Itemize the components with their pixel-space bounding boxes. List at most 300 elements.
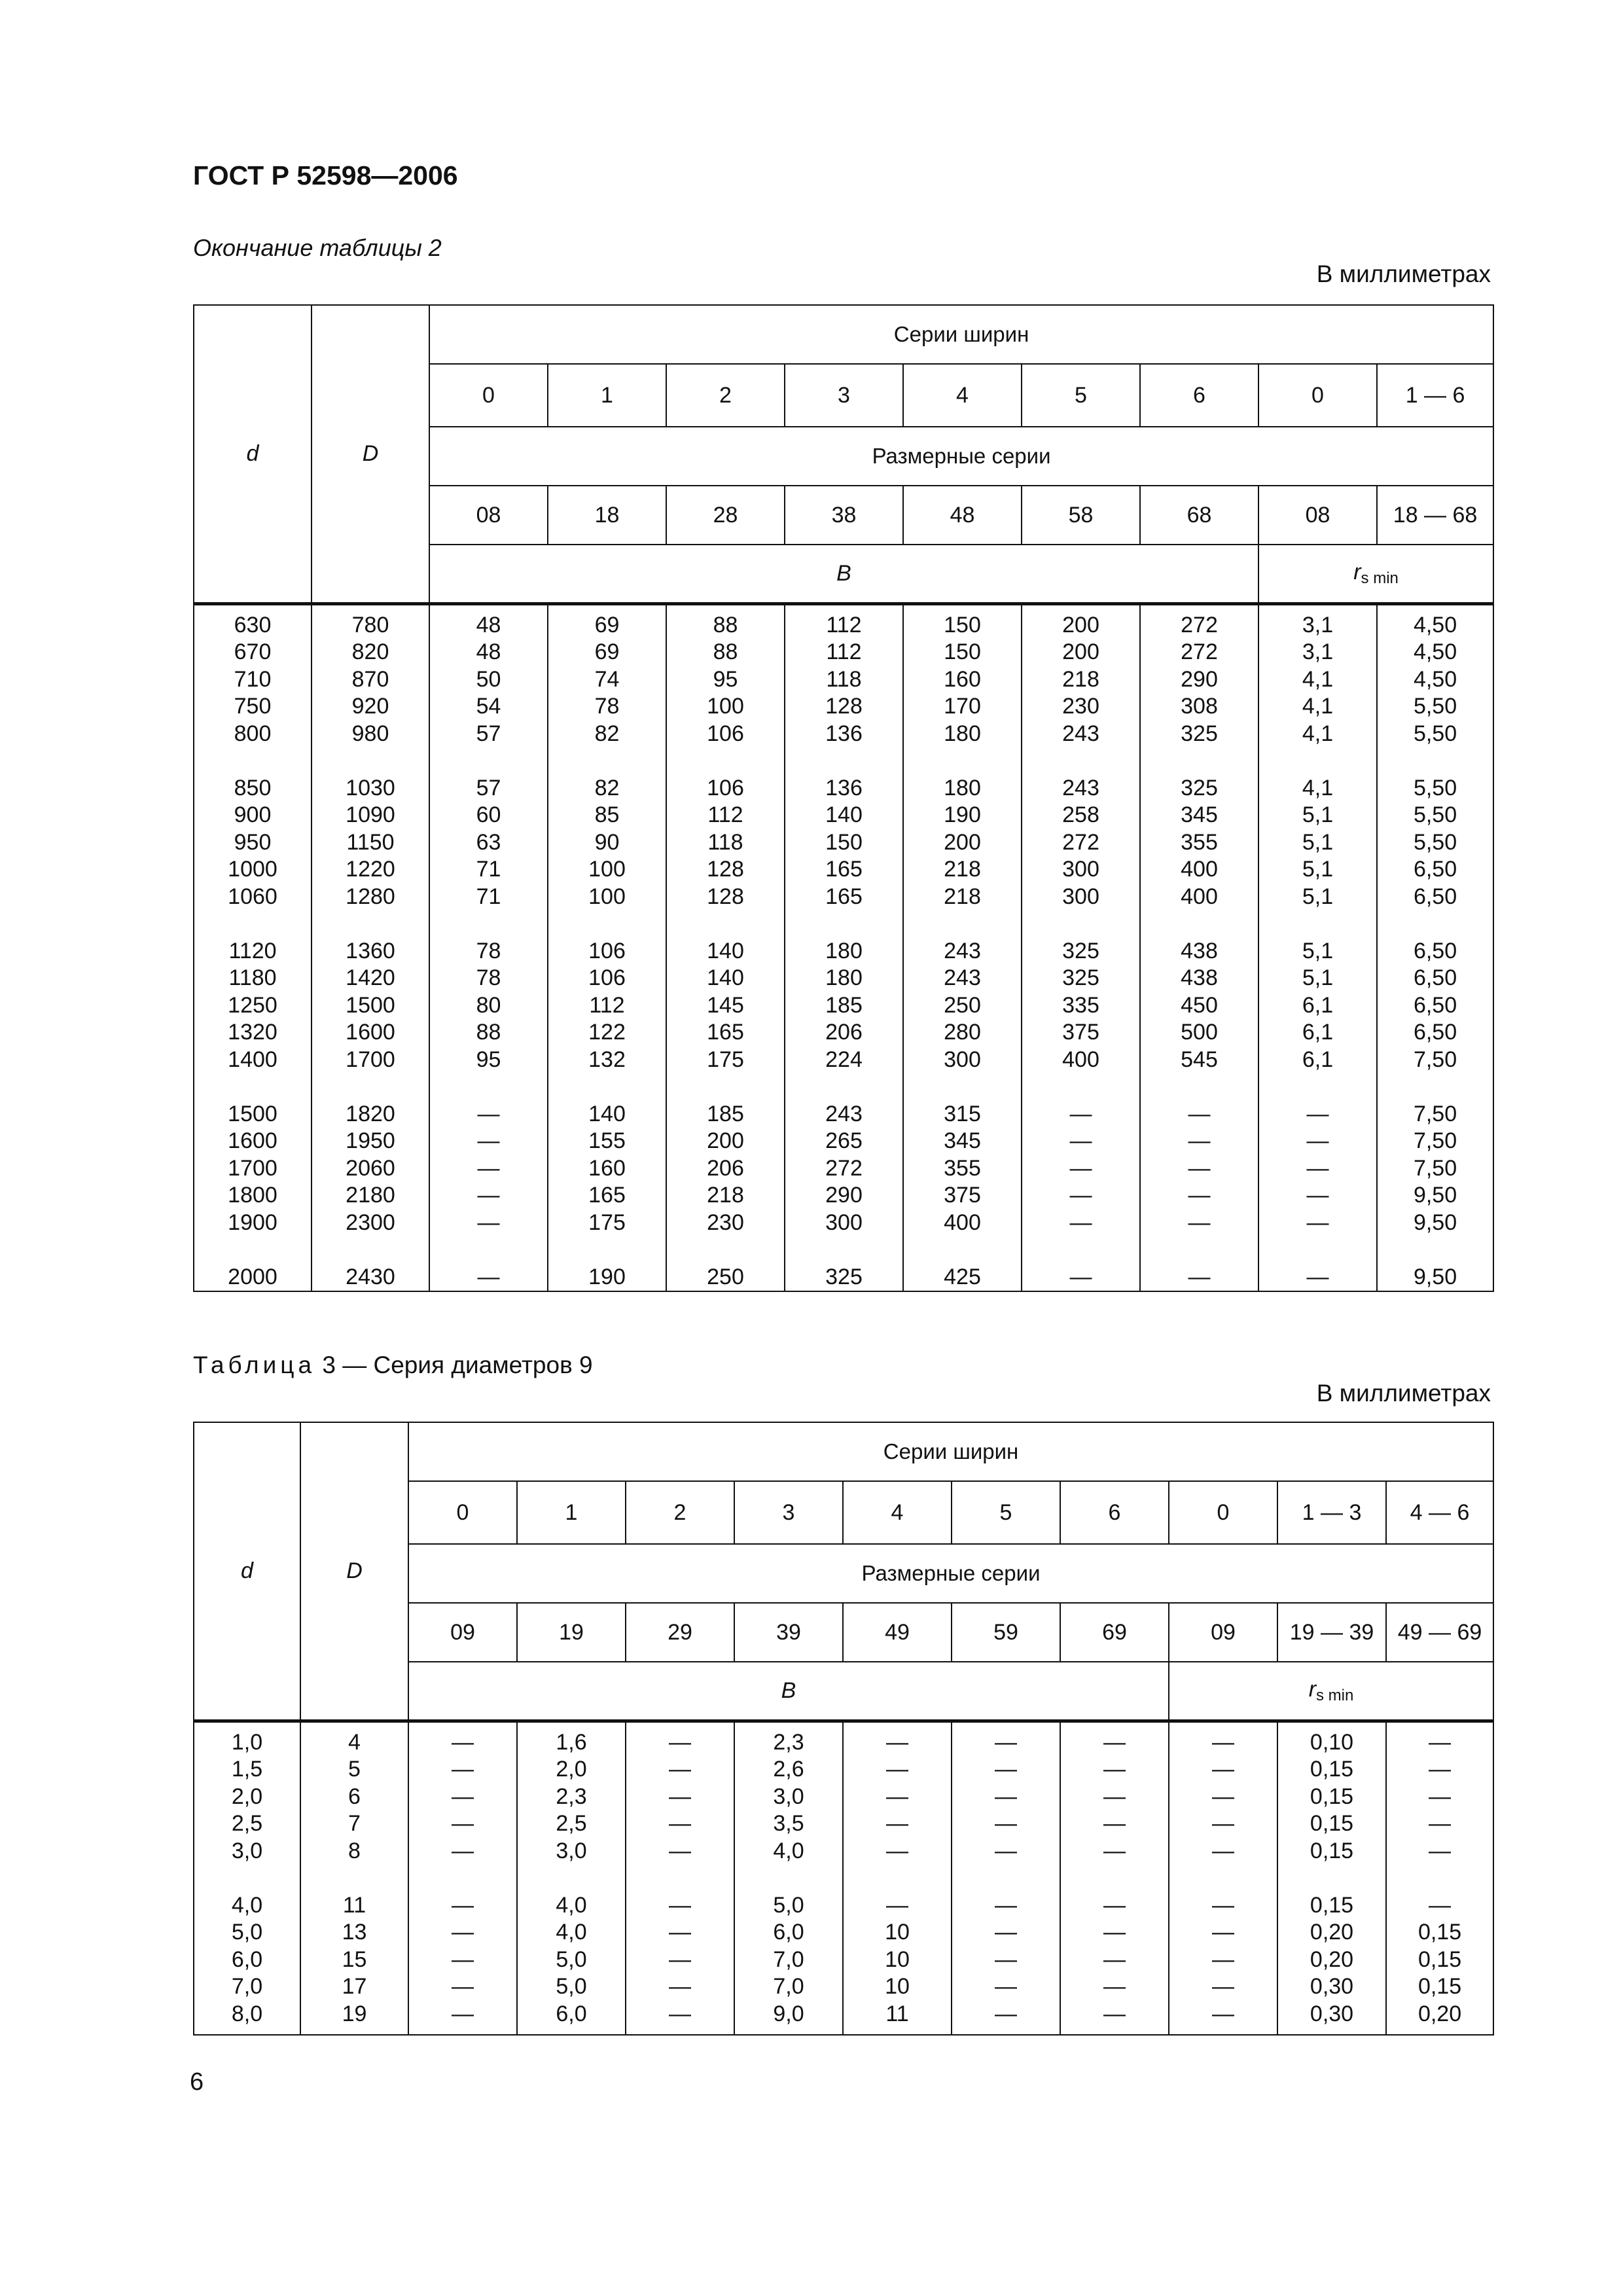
table-cell: 1280 [346,884,395,909]
table-cell: 7,50 [1413,1128,1457,1153]
group-gap [409,1865,516,1892]
group-gap [1378,910,1493,938]
table-cell: 1,0 [231,1729,263,1755]
table2-col-1-values [312,612,429,1291]
group-gap [626,1865,734,1892]
table-cell: 128 [825,694,863,719]
table2-col-4 [666,603,785,1291]
table-cell: 155 [588,1128,626,1153]
table-cell: 750 [234,694,272,719]
table3-dim-series-4: 49 [843,1603,952,1662]
table-cell: 6,0 [556,2001,587,2026]
table-cell: 185 [707,1101,744,1126]
table-cell: 200 [1062,639,1099,664]
group-gap [667,747,784,775]
table3-dim-series-9: 49 — 69 [1386,1603,1493,1662]
table2-col-10-values [1378,612,1493,1291]
table2-width-series-4: 4 [903,364,1022,427]
table-cell: 400 [1181,884,1218,909]
group-gap [430,1073,547,1101]
group-gap [194,910,311,938]
table-cell: 258 [1062,802,1099,827]
table2-dim-series-1: 18 [548,486,666,545]
table-cell: 100 [588,884,626,909]
table-cell: 5,0 [231,1920,263,1945]
table-cell: 6,1 [1302,1047,1334,1072]
table2-col-8-values [1141,612,1258,1291]
table-cell: — [995,1838,1017,1863]
table2-header-r [1258,545,1493,603]
table-cell: 11 [342,1892,366,1918]
table-cell: — [1069,1210,1092,1235]
table2-width-series-0: 0 [429,364,548,427]
table-cell: 132 [588,1047,626,1072]
table2-col-2 [429,603,548,1291]
table-cell: 290 [825,1183,863,1208]
group-gap [1022,747,1139,775]
table-cell: 3,0 [773,1784,804,1809]
table-cell: 85 [594,802,620,827]
table-cell: 170 [944,694,981,719]
table2-body-row [194,603,1493,1291]
table-cell: 200 [1062,612,1099,637]
table-cell: — [1103,2001,1126,2026]
table-cell: 10 [885,1974,910,1999]
table-cell: 6 [348,1784,361,1809]
table-cell: 185 [825,992,863,1018]
table-cell: 3,1 [1302,639,1334,664]
table3-col-10-values [1278,1729,1385,2028]
table3-col-7 [952,1721,1060,2035]
group-gap [785,910,902,938]
table-cell: 7,50 [1413,1101,1457,1126]
table-cell: 6,50 [1413,992,1457,1018]
table-cell: 82 [594,775,620,800]
table-cell: 7,0 [231,1974,263,1999]
table-cell: 900 [234,802,272,827]
table-cell: 3,5 [773,1811,804,1836]
table-cell: 2,3 [773,1729,804,1755]
table-cell: 438 [1181,938,1218,963]
group-gap [1259,1073,1376,1101]
table-cell: 0,20 [1310,1946,1354,1972]
table-cell: 335 [1062,992,1099,1018]
table-cell: 160 [588,1155,626,1181]
table3-header-dim-series: Размерные серии [408,1544,1493,1603]
table2-col-1 [312,603,429,1291]
table-cell: 15 [342,1946,367,1972]
table3-header-r [1169,1662,1493,1721]
table-cell: 180 [944,721,981,746]
table3-col-7-values [952,1729,1060,2028]
table-cell: 5,1 [1302,802,1334,827]
table2-col-5 [785,603,903,1291]
table-cell: 820 [351,639,389,664]
table-cell: 8 [348,1838,361,1863]
group-gap [194,1236,311,1264]
table2-col-7-values [1022,612,1139,1291]
group-gap [1141,1236,1258,1264]
table-cell: 1150 [346,829,395,855]
group-gap [952,1865,1060,1892]
table-cell: 2430 [346,1264,395,1289]
table-cell: 325 [1062,938,1099,963]
table3-dim-series-3: 39 [734,1603,843,1662]
table-cell: 112 [826,612,862,637]
table-cell: 112 [826,639,862,664]
table3-dim-series-6: 69 [1060,1603,1169,1662]
table-cell: — [1188,1264,1211,1289]
table-cell: 88 [713,612,738,637]
table-cell: 1700 [346,1047,395,1072]
table-cell: 0,20 [1418,2001,1462,2026]
table-cell: — [1306,1128,1329,1153]
table-cell: 54 [476,694,501,719]
table-cell: — [1212,1729,1234,1755]
table-cell: 6,50 [1413,857,1457,882]
table-cell: 4,1 [1302,721,1334,746]
table-cell: 180 [944,775,981,800]
table-cell: — [669,1784,691,1809]
table-cell: 13 [342,1920,367,1945]
table-cell: — [1103,1892,1126,1918]
group-gap [904,1236,1021,1264]
table2-col-9-values [1259,612,1376,1291]
table-cell: 1090 [346,802,395,827]
table-cell: 300 [825,1210,863,1235]
table-cell: 5,0 [773,1892,804,1918]
group-gap [904,1073,1021,1101]
table-cell: — [477,1264,500,1289]
table-cell: — [452,1920,474,1945]
table-cell: — [1212,1920,1234,1945]
table-cell: — [995,1784,1017,1809]
table-cell: — [452,1892,474,1918]
table-cell: 375 [1062,1020,1099,1045]
group-gap [785,747,902,775]
table2-col-8 [1140,603,1258,1291]
table-cell: 122 [588,1020,626,1045]
table2-dim-series-8: 18 — 68 [1377,486,1493,545]
table-cell: 10 [885,1920,910,1945]
table2-width-series-3: 3 [785,364,903,427]
table-cell: 19 [342,2001,367,2026]
table3-col-8-values [1061,1729,1168,2028]
table2-dim-series-6: 68 [1140,486,1258,545]
table3-header-D: D [300,1422,408,1721]
table-cell: — [1103,1974,1126,1999]
table-cell: 48 [476,639,501,664]
table-cell: — [995,1920,1017,1945]
table2-col-5-values [785,612,902,1291]
group-gap [904,747,1021,775]
table-cell: 6,0 [773,1920,804,1945]
table-cell: 630 [234,612,272,637]
table-cell: — [1212,1757,1234,1782]
table-cell: 140 [707,938,744,963]
table-cell: 0,15 [1310,1757,1354,1782]
table-cell: — [669,1838,691,1863]
group-gap [1378,747,1493,775]
table-cell: — [995,1729,1017,1755]
table-cell: 250 [944,992,981,1018]
table2-dim-series-5: 58 [1022,486,1140,545]
table-cell: 3,0 [231,1838,263,1863]
table-cell: 106 [588,938,626,963]
table-cell: — [1306,1210,1329,1235]
table-cell: 1800 [228,1183,277,1208]
table2-header-r-sub: s min [1361,569,1399,587]
table3-col-11 [1386,1721,1493,2035]
table-cell: 106 [707,721,744,746]
table3-col-4-values [626,1729,734,2028]
table-cell: 450 [1181,992,1218,1018]
table-cell: 95 [476,1047,501,1072]
table2-dim-series-7: 08 [1258,486,1377,545]
table-cell: 800 [234,721,272,746]
table-cell: 5,1 [1302,884,1334,909]
table-cell: — [886,1757,908,1782]
group-gap [1378,1073,1493,1101]
table2-width-series-8: 1 — 6 [1377,364,1493,427]
table-cell: 2,5 [231,1811,263,1836]
table-cell: 1000 [228,857,277,882]
table-cell: 980 [351,721,389,746]
table3-dim-series-5: 59 [952,1603,1060,1662]
table-cell: — [995,1811,1017,1836]
table-cell: — [1212,1838,1234,1863]
table3-col-9-values [1169,1729,1277,2028]
table-cell: — [452,1946,474,1972]
table-cell: — [1306,1183,1329,1208]
table-cell: 230 [1062,694,1099,719]
table-cell: 355 [944,1155,981,1181]
table3-col-3-values [518,1729,625,2028]
table3-width-series-6: 6 [1060,1481,1169,1544]
table-cell: 1060 [228,884,277,909]
table-cell: — [1103,1784,1126,1809]
table-cell: — [886,1784,908,1809]
group-gap [1378,1236,1493,1264]
group-gap [312,1236,429,1264]
group-gap [1022,910,1139,938]
table3-col-1 [300,1721,408,2035]
table-cell: 82 [594,721,620,746]
table3-width-series-8: 1 — 3 [1277,1481,1386,1544]
table-cell: 150 [944,612,981,637]
table-cell: 5,50 [1413,775,1457,800]
table-cell: — [452,1838,474,1863]
table2-caption: Окончание таблицы 2 [193,234,442,261]
table-cell: 272 [1181,612,1218,637]
table-cell: 0,30 [1310,1974,1354,1999]
table-cell: 180 [825,938,863,963]
group-gap [194,747,311,775]
table3-col-6-values [844,1729,951,2028]
table-cell: 4 [348,1729,361,1755]
table-cell: — [1188,1210,1211,1235]
table-cell: 1420 [346,965,395,990]
table-cell: — [1429,1784,1452,1809]
table3-width-series-4: 4 [843,1481,952,1544]
table2-col-3-values [548,612,666,1291]
table-cell: 150 [825,829,863,855]
table3-col-1-values [301,1729,408,2028]
table-cell: 88 [476,1020,501,1045]
table-cell: 0,15 [1310,1838,1354,1863]
table-cell: 500 [1181,1020,1218,1045]
table-cell: 190 [944,802,981,827]
table-cell: 4,1 [1302,694,1334,719]
table3-col-4 [626,1721,734,2035]
table-cell: 1950 [346,1128,395,1153]
table3-col-0 [194,1721,300,2035]
table-cell: 6,0 [231,1946,263,1972]
table-cell: — [1103,1920,1126,1945]
table-cell: 63 [476,829,501,855]
table-cell: 438 [1181,965,1218,990]
table-cell: 290 [1181,666,1218,692]
table2-dim-series-0: 08 [429,486,548,545]
table-cell: 1220 [346,857,395,882]
table-cell: — [669,1811,691,1836]
table3-header-d: d [194,1422,300,1721]
table-cell: 5,50 [1413,694,1457,719]
table-cell: 1030 [346,775,395,800]
table2-width-series-5: 5 [1022,364,1140,427]
table-cell: 2,5 [556,1811,587,1836]
group-gap [667,1073,784,1101]
table-cell: 5,50 [1413,802,1457,827]
document-title: ГОСТ Р 52598—2006 [193,160,458,190]
table-cell: 150 [944,639,981,664]
group-gap [844,1865,951,1892]
table2-col-9 [1258,603,1377,1291]
group-gap [194,1073,311,1101]
group-gap [1169,1865,1277,1892]
table-cell: — [1429,1729,1452,1755]
table-cell: 5,1 [1302,829,1334,855]
table-cell: 90 [594,829,620,855]
group-gap [301,1865,408,1892]
table-cell: 4,50 [1413,612,1457,637]
table-cell: 5,1 [1302,965,1334,990]
table-cell: 1360 [346,938,395,963]
table-cell: 545 [1181,1047,1218,1072]
table-cell: — [1103,1757,1126,1782]
table2-units: В миллиметрах [1316,260,1491,287]
table-cell: 243 [1062,775,1099,800]
table-cell: 200 [707,1128,744,1153]
table-cell: 870 [351,666,389,692]
table-cell: — [1188,1101,1211,1126]
table-cell: — [1069,1101,1092,1126]
table-cell: 0,30 [1310,2001,1354,2026]
table3-dim-series-2: 29 [626,1603,734,1662]
table-cell: 140 [588,1101,626,1126]
table-cell: 1600 [228,1128,277,1153]
table-cell: 5 [348,1757,361,1782]
table-cell: — [1212,1811,1234,1836]
table-cell: 128 [707,884,744,909]
table-cell: 48 [476,612,501,637]
table-cell: 95 [713,666,738,692]
table-cell: — [669,1757,691,1782]
group-gap [1141,747,1258,775]
table3-caption-label: Таблица [193,1352,316,1378]
table-cell: 4,50 [1413,666,1457,692]
table-cell: 165 [707,1020,744,1045]
table-cell: 136 [825,775,863,800]
table-cell: 5,0 [556,1974,587,1999]
table-cell: — [452,1757,474,1782]
group-gap [667,910,784,938]
table3-col-3 [517,1721,626,2035]
table-cell: 180 [825,965,863,990]
table-cell: — [452,1974,474,1999]
table-cell: 5,50 [1413,721,1457,746]
table3-col-9 [1169,1721,1277,2035]
table3-width-series-5: 5 [952,1481,1060,1544]
table3-units: В миллиметрах [1316,1380,1491,1407]
table-cell: 165 [825,857,863,882]
table-cell: 4,50 [1413,639,1457,664]
table-cell: 1120 [228,938,277,963]
table3-caption-text: 3 — Серия диаметров 9 [322,1352,593,1378]
table-cell: 80 [476,992,501,1018]
table-cell: 6,1 [1302,992,1334,1018]
group-gap [1141,1073,1258,1101]
table-cell: — [1212,1946,1234,1972]
table-cell: — [995,1892,1017,1918]
table-cell: 106 [707,775,744,800]
table-cell: — [452,1811,474,1836]
group-gap [430,747,547,775]
table-cell: — [1103,1946,1126,1972]
table-cell: 325 [1181,775,1218,800]
table-cell: 140 [707,965,744,990]
table-cell: 280 [944,1020,981,1045]
table-cell: — [1429,1892,1452,1918]
table-cell: 308 [1181,694,1218,719]
table-cell: 1,5 [231,1757,263,1782]
table-cell: — [886,1729,908,1755]
table-cell: 175 [588,1210,626,1235]
table-cell: 250 [707,1264,744,1289]
table-cell: 6,50 [1413,884,1457,909]
table-cell: 325 [1181,721,1218,746]
table-cell: 4,1 [1302,666,1334,692]
table-cell: 2,0 [556,1757,587,1782]
table-cell: 0,15 [1310,1784,1354,1809]
table-cell: 78 [594,694,620,719]
table-cell: 6,50 [1413,938,1457,963]
table-cell: 400 [1062,1047,1099,1072]
group-gap [735,1865,842,1892]
table-cell: — [452,1784,474,1809]
table-cell: 1600 [346,1020,395,1045]
table-cell: 1500 [228,1101,277,1126]
group-gap [548,747,666,775]
table-cell: — [1069,1264,1092,1289]
table3-caption [193,1352,593,1379]
table3-col-5-values [735,1729,842,2028]
table-cell: 1320 [228,1020,277,1045]
table-cell: 4,0 [556,1920,587,1945]
table-cell: 206 [825,1020,863,1045]
page-number: 6 [190,2068,204,2096]
table-cell: — [1306,1155,1329,1181]
